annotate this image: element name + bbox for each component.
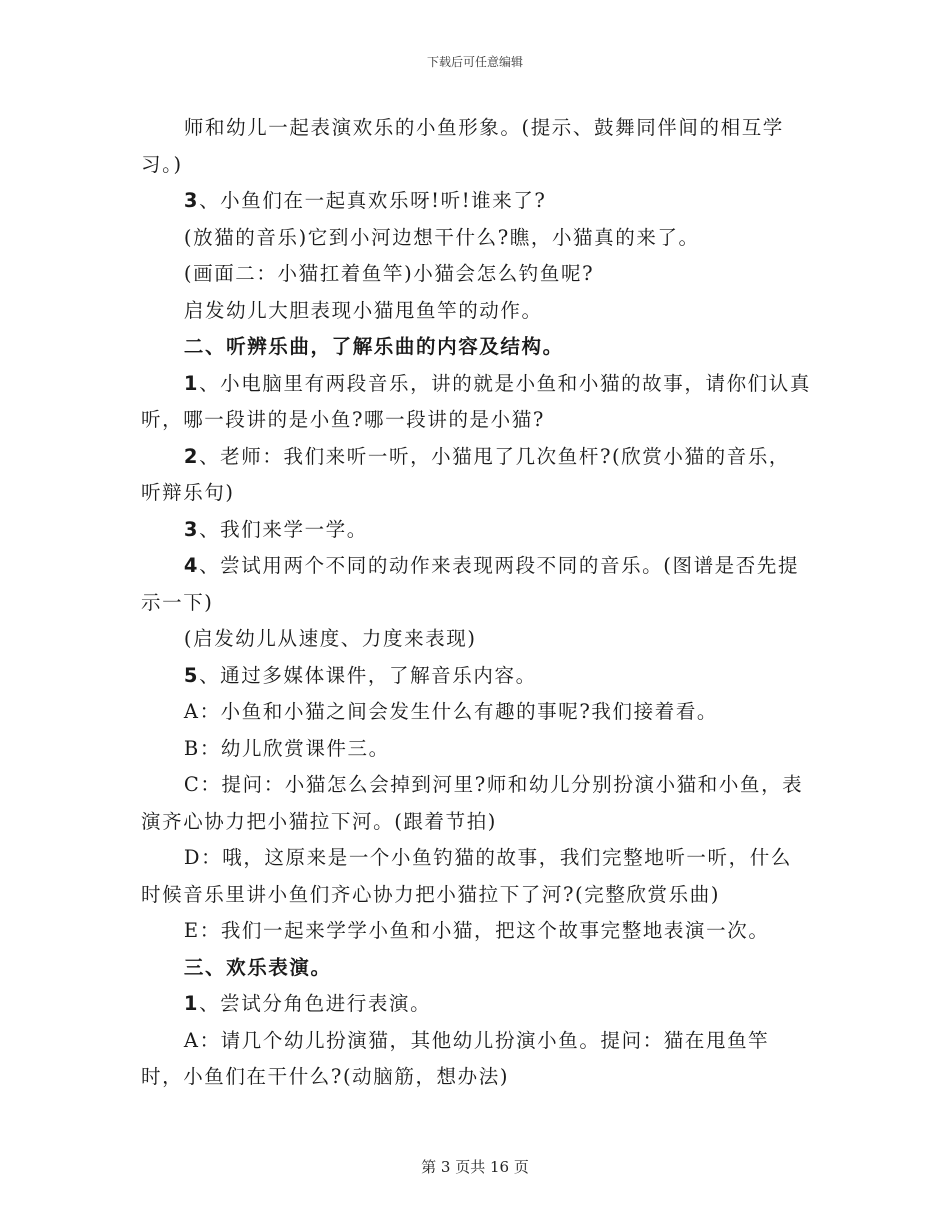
- paragraph: [141, 840, 811, 913]
- paragraph: [141, 1023, 811, 1096]
- page-footer: 第 3 页共 16 页: [421, 1158, 529, 1176]
- paragraph: [141, 658, 811, 695]
- paragraph: [141, 439, 811, 512]
- paragraph-text: 、尝试分角色进行表演。: [199, 992, 432, 1015]
- heading-text: 二、听辨乐曲，了解乐曲的内容及结构。: [183, 335, 564, 358]
- paragraph-text: B：幼儿欣赏课件三。: [183, 736, 390, 760]
- paragraph-text: 、我们来学一学。: [199, 517, 368, 541]
- paragraph-text: 师和幼儿一起表演欢乐的小鱼形象。(提示、鼓舞同伴间的相互学习。): [141, 116, 784, 176]
- item-number: 3: [183, 189, 200, 212]
- paragraph-text: 、小电脑里有两段音乐，讲的就是小鱼和小猫的故事，请你们认真听，哪一段讲的是小鱼?哪一段讲的是小猫?: [141, 371, 811, 431]
- item-number: 5: [183, 663, 200, 687]
- paragraph-text: C：提问：小猫怎么会掉到河里?师和幼儿分别扮演小猫和小鱼，表演齐心协力把小猫拉下河。(跟着节拍): [141, 773, 804, 833]
- section-heading: [141, 329, 811, 366]
- paragraph-text: 启发幼儿大胆表现小猫甩鱼竿的动作。: [183, 298, 543, 322]
- paragraph: [141, 694, 811, 731]
- paragraph: [141, 548, 811, 621]
- paragraph: [141, 110, 811, 183]
- paragraph: [141, 293, 811, 330]
- paragraph-text: (放猫的音乐)它到小河边想干什么?瞧，小猫真的来了。: [183, 225, 700, 249]
- paragraph: [141, 621, 811, 658]
- paragraph-text: (启发幼儿从速度、力度来表现): [183, 627, 477, 650]
- paragraph: [141, 986, 811, 1023]
- paragraph-text: 、通过多媒体课件，了解音乐内容。: [199, 663, 537, 687]
- paragraph: [141, 220, 811, 257]
- paragraph: [141, 767, 811, 840]
- paragraph: [141, 256, 811, 293]
- item-number: 3: [183, 517, 200, 541]
- paragraph: [141, 183, 811, 220]
- paragraph-text: A：请几个幼儿扮演猫，其他幼儿扮演小鱼。提问：猫在甩鱼竿时，小鱼们在干什么?(动脑筋，想办法): [141, 1028, 770, 1088]
- paragraph-text: 、小鱼们在一起真欢乐呀!听!谁来了?: [199, 189, 547, 212]
- document-body: [141, 110, 811, 1096]
- paragraph-text: 、老师：我们来听一听，小猫甩了几次鱼杆?(欣赏小猫的音乐，听辩乐句): [141, 444, 791, 504]
- item-number: 4: [183, 554, 200, 577]
- item-number: 1: [183, 371, 200, 395]
- paragraph-text: 、尝试用两个不同的动作来表现两段不同的音乐。(图谱是否先提示一下): [141, 554, 800, 614]
- item-number: 2: [183, 444, 200, 468]
- heading-text: 三、欢乐表演。: [183, 955, 332, 979]
- paragraph-text: D：哦，这原来是一个小鱼钓猫的故事，我们完整地听一听，什么时候音乐里讲小鱼们齐心协力把小猫拉下了河?(完整欣赏乐曲): [141, 846, 792, 906]
- paragraph-text: E：我们一起来学学小鱼和小猫，把这个故事完整地表演一次。: [183, 919, 770, 942]
- paragraph: [141, 366, 811, 439]
- paragraph-text: (画面二：小猫扛着鱼竿)小猫会怎么钓鱼呢?: [183, 262, 595, 285]
- paragraph: [141, 731, 811, 768]
- paragraph: [141, 512, 811, 549]
- page-header: 下载后可任意编辑: [426, 55, 523, 69]
- paragraph: [141, 913, 811, 950]
- item-number: 1: [183, 992, 200, 1015]
- section-heading: [141, 950, 811, 987]
- paragraph-text: A：小鱼和小猫之间会发生什么有趣的事呢?我们接着看。: [183, 700, 719, 723]
